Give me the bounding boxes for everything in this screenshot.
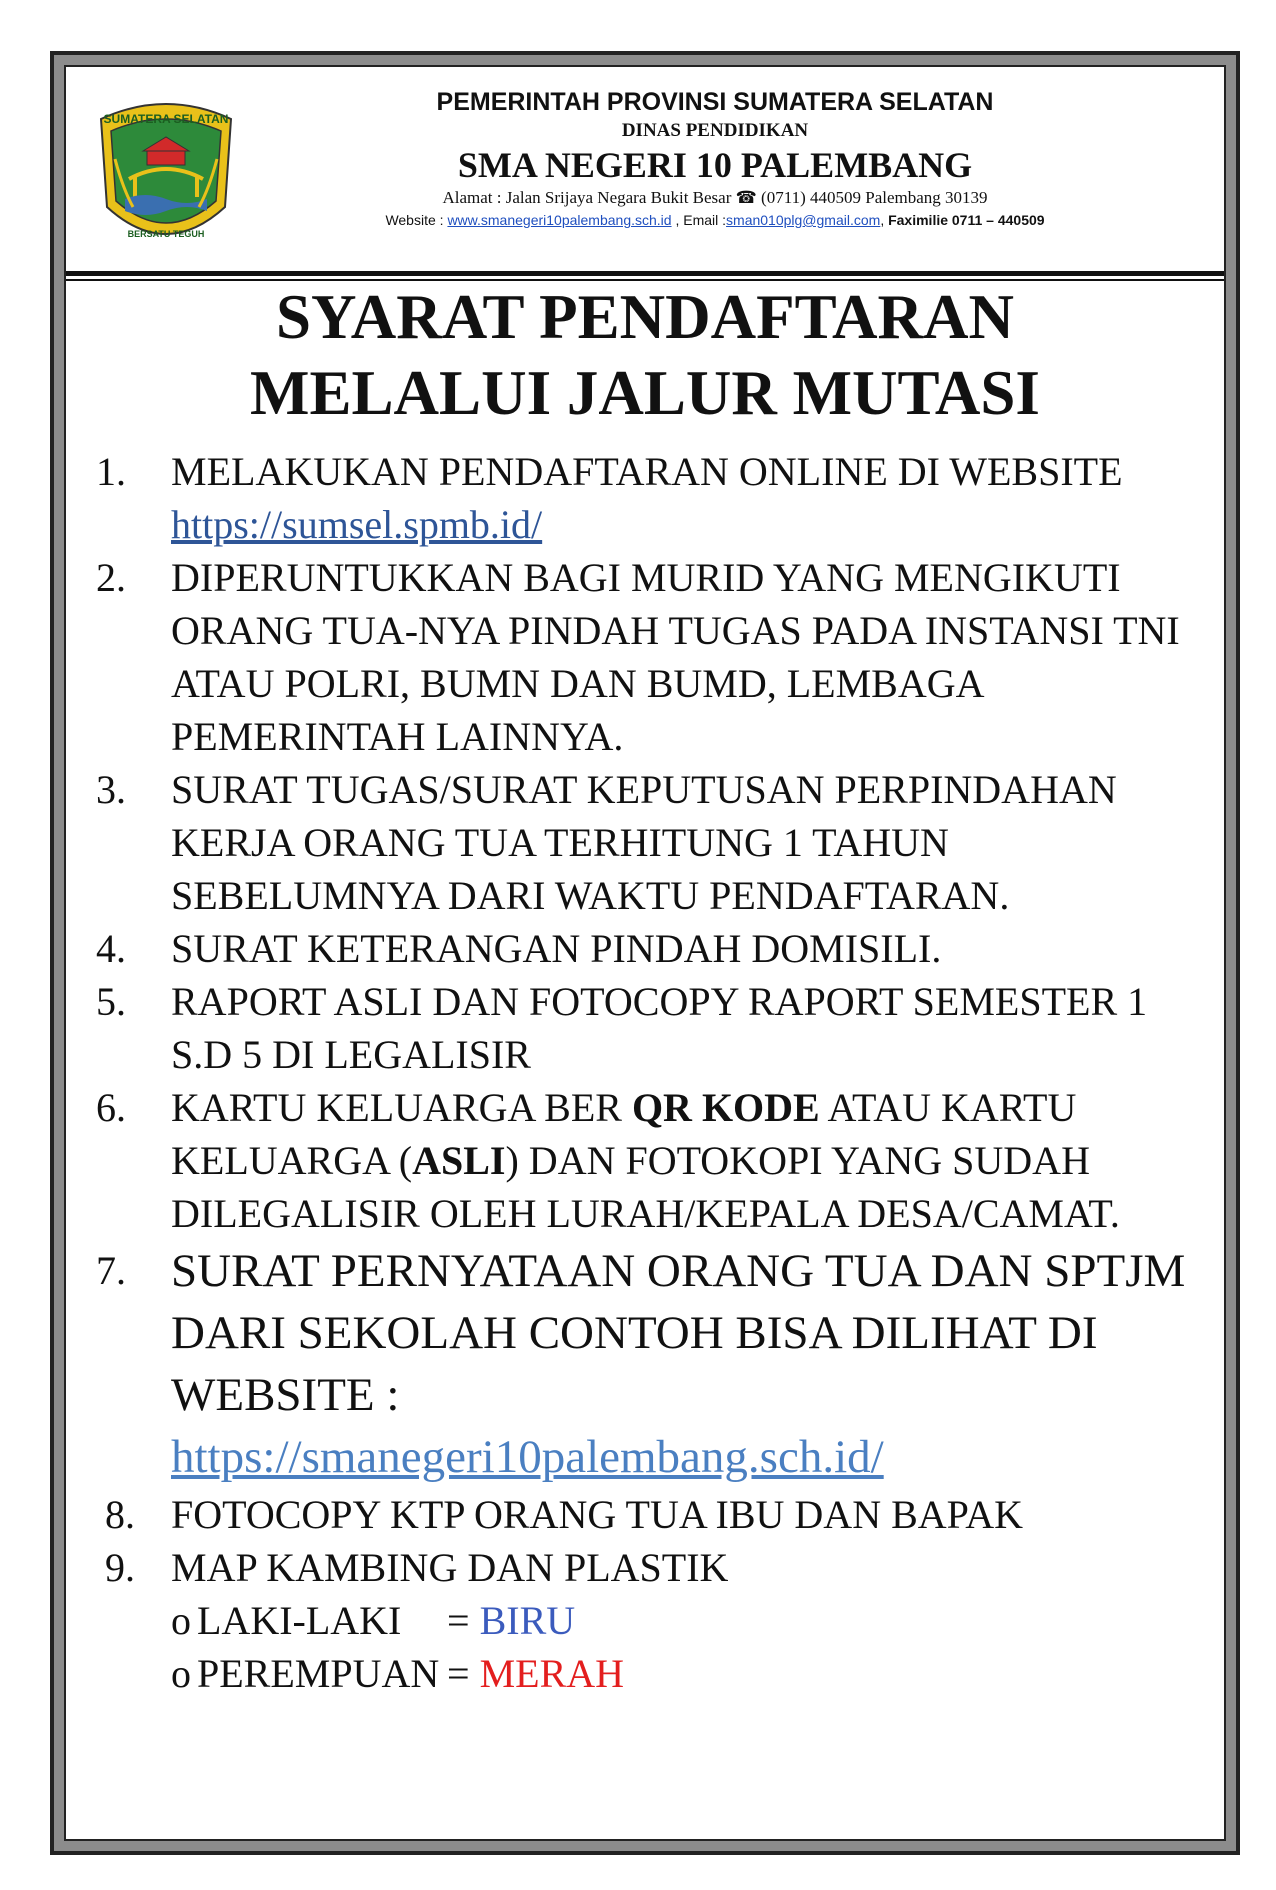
item-number: 2. xyxy=(96,555,126,600)
item-text: RAPORT ASLI DAN FOTOCOPY RAPORT SEMESTER 1 S.D 5 DI LEGALISIR xyxy=(171,979,1148,1077)
sub-list-item xyxy=(96,1594,1214,1647)
list-item xyxy=(96,445,1214,551)
school-website-link[interactable]: https://smanegeri10palembang.sch.id/ xyxy=(171,1431,884,1483)
item-number: 5. xyxy=(96,979,126,1024)
item-text: FOTOCOPY KTP ORANG TUA IBU DAN BAPAK xyxy=(171,1492,1023,1537)
email-label: , Email : xyxy=(671,212,727,228)
list-item xyxy=(96,1240,1214,1488)
item-number: 1. xyxy=(96,449,126,494)
list-item xyxy=(96,1488,1214,1541)
item-number: 7. xyxy=(96,1248,126,1293)
title-line-2: MELALUI JALUR MUTASI xyxy=(250,358,1040,428)
gender-label: LAKI-LAKI xyxy=(197,1598,402,1643)
item-text: SURAT KETERANGAN PINDAH DOMISILI. xyxy=(171,926,942,971)
item-number: 9. xyxy=(105,1545,135,1590)
fax-number: Faximilie 0711 – 440509 xyxy=(888,212,1045,228)
list-item xyxy=(96,1081,1214,1240)
item-text-bold: QR KODE xyxy=(631,1085,820,1130)
item-text: SURAT TUGAS/SURAT KEPUTUSAN PERPINDAHAN KERJA ORANG TUA TERHITUNG 1 TAHUN SEBELUMNYA DARI WAKTU PENDAFTARAN. xyxy=(171,767,1117,918)
item-text: MELAKUKAN PENDAFTARAN ONLINE DI WEBSITE xyxy=(171,449,1123,494)
document-page xyxy=(64,65,1226,1841)
spmb-link[interactable]: https://sumsel.spmb.id/ xyxy=(171,502,543,547)
fax-separator: , xyxy=(880,212,889,228)
document-title xyxy=(66,279,1224,431)
list-item xyxy=(96,922,1214,975)
emblem-top-text: SUMATERA SELATAN xyxy=(103,112,229,126)
emblem-bottom-text: BERSATU TEGUH xyxy=(127,229,205,239)
item-text: SURAT PERNYATAAN ORANG TUA DAN SPTJM DARI SEKOLAH CONTOH BISA DILIHAT DI WEBSITE : xyxy=(171,1245,1186,1421)
title-line-1: SYARAT PENDAFTARAN xyxy=(275,282,1014,352)
item-text-part: KARTU KELUARGA BER xyxy=(171,1085,632,1130)
page-border xyxy=(50,51,1240,1855)
letterhead-rule-thick xyxy=(66,271,1224,276)
sub-list-item xyxy=(96,1647,1214,1700)
list-item xyxy=(96,551,1214,763)
item-number: 6. xyxy=(96,1085,126,1130)
item-text-bold: ASLI xyxy=(412,1138,506,1183)
requirements-list xyxy=(96,445,1214,1700)
item-number: 3. xyxy=(96,767,126,812)
website-label: Website : xyxy=(385,212,448,228)
item-text: MAP KAMBING DAN PLASTIK xyxy=(171,1545,729,1590)
school-address: Alamat : Jalan Srijaya Negara Bukit Besar ☎ (0711) 440509 Palembang 30139 xyxy=(442,188,988,207)
bullet: o xyxy=(171,1651,191,1696)
color-value: MERAH xyxy=(479,1651,625,1696)
color-value: BIRU xyxy=(479,1598,576,1643)
list-item xyxy=(96,763,1214,922)
list-item xyxy=(96,975,1214,1081)
item-text-part: ) DAN FOTOKOPI YANG SUDAH DILEGALISIR OLEH LURAH/KEPALA DESA/CAMAT. xyxy=(171,1138,1120,1236)
government-name: PEMERINTAH PROVINSI SUMATERA SELATAN xyxy=(436,88,994,116)
letterhead-text xyxy=(216,85,1214,231)
email-link[interactable]: sman010plg@gmail.com xyxy=(726,212,881,228)
contact-line xyxy=(216,209,1214,231)
school-name: SMA NEGERI 10 PALEMBANG xyxy=(457,145,973,185)
equals-sign: = xyxy=(447,1598,470,1643)
letterhead xyxy=(66,67,1224,265)
gender-label: PEREMPUAN xyxy=(197,1651,440,1696)
item-number: 8. xyxy=(105,1492,135,1537)
item-text-part: ATAU KARTU KELUARGA ( xyxy=(171,1085,1077,1183)
equals-sign: = xyxy=(447,1651,470,1696)
list-item xyxy=(96,1541,1214,1594)
website-link[interactable]: www.smanegeri10palembang.sch.id xyxy=(447,212,672,228)
bullet: o xyxy=(171,1598,191,1643)
item-number: 4. xyxy=(96,926,126,971)
department-name: DINAS PENDIDIKAN xyxy=(621,120,809,141)
item-text: DIPERUNTUKKAN BAGI MURID YANG MENGIKUTI ORANG TUA-NYA PINDAH TUGAS PADA INSTANSI TNI ATAU POLRI, BUMN DAN BUMD, LEMBAGA PEMERINTAH LAINNYA. xyxy=(171,555,1180,759)
